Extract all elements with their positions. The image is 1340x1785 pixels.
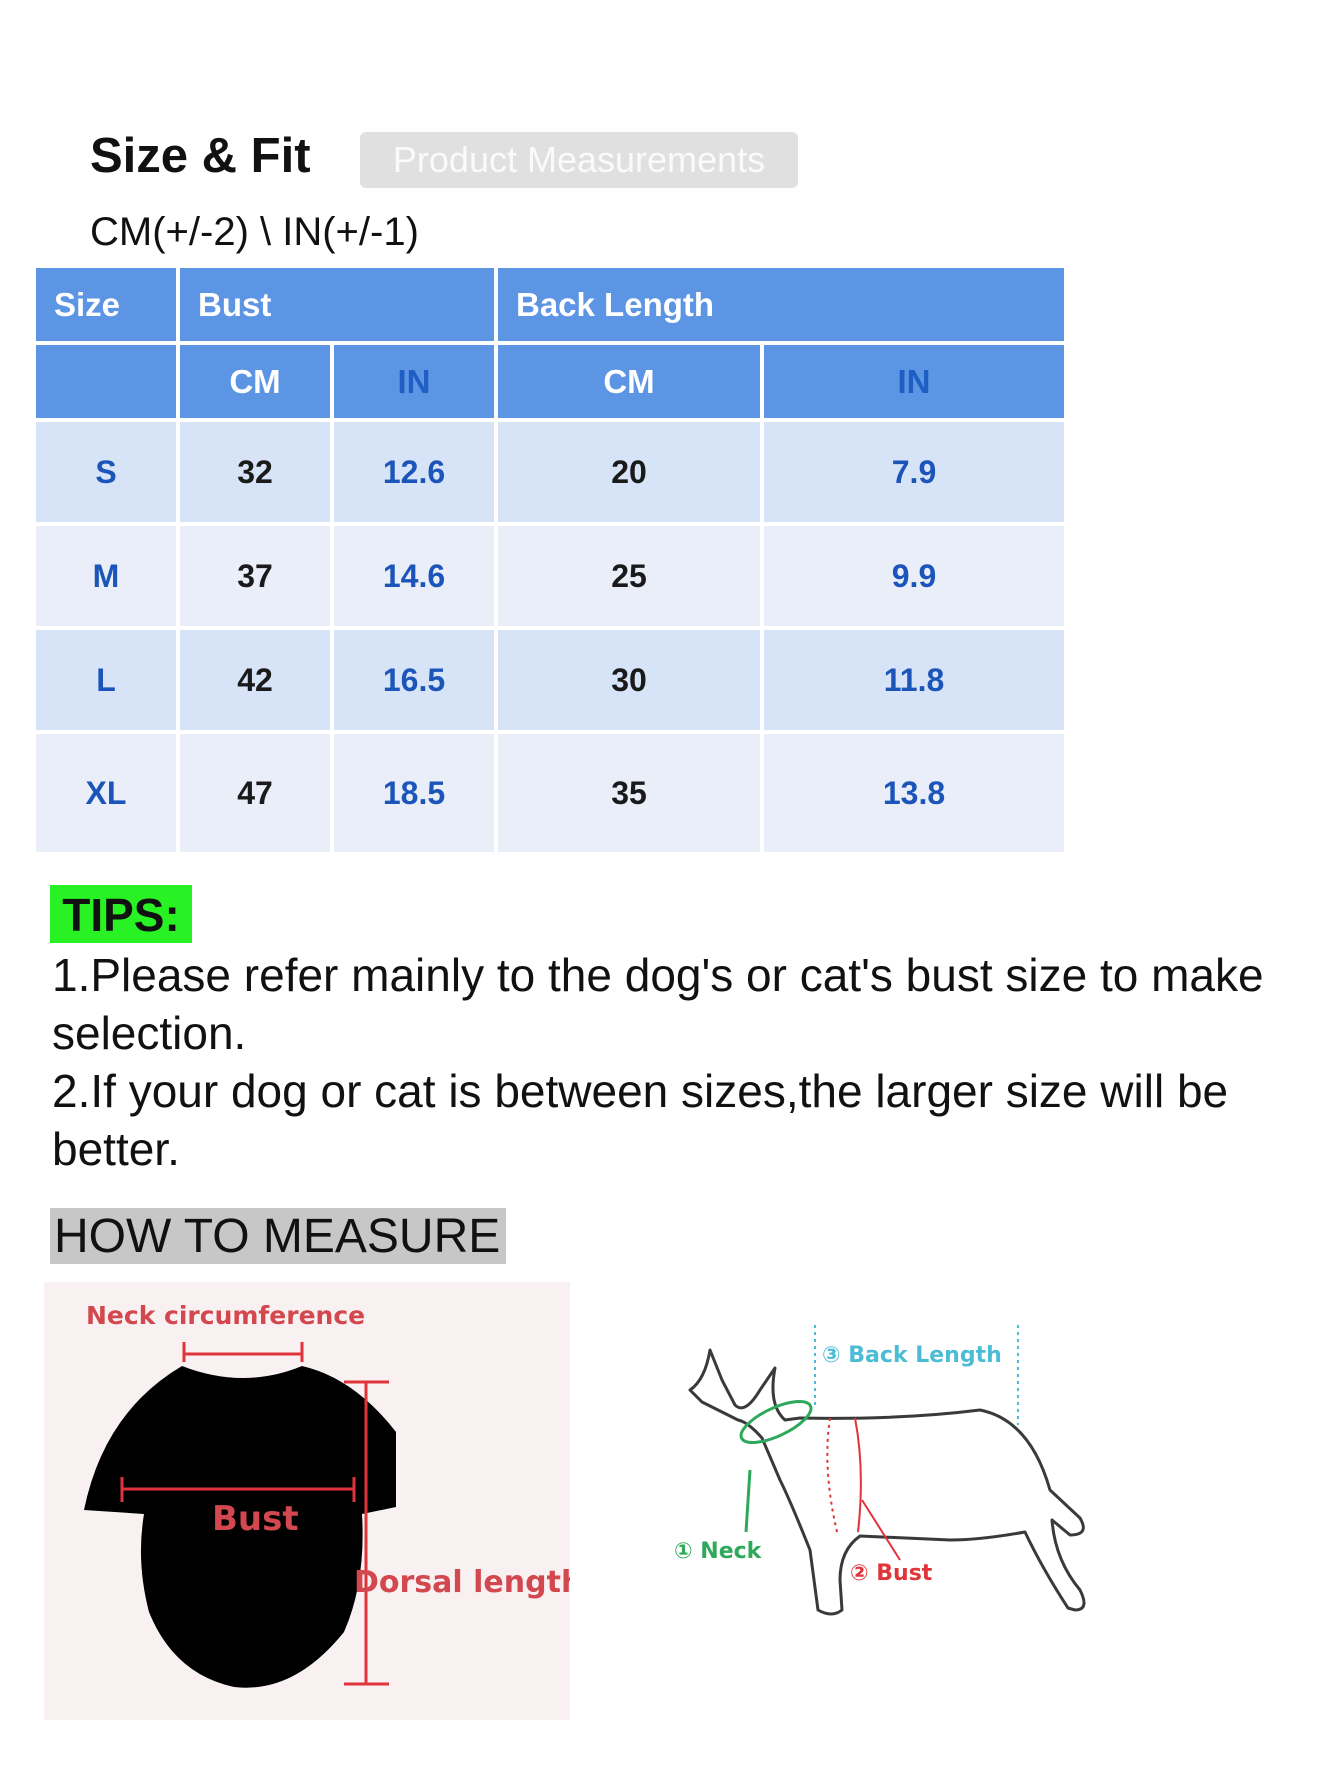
cell-back-cm: 35 <box>498 734 760 852</box>
table-header-row <box>36 268 1064 341</box>
cell-back-in: 13.8 <box>764 734 1064 852</box>
cell-size: S <box>36 422 176 522</box>
table-row <box>36 630 1064 730</box>
cell-size: M <box>36 526 176 626</box>
cell-size: L <box>36 630 176 730</box>
dog-diagram <box>650 1310 1100 1670</box>
table-row <box>36 422 1064 522</box>
shirt-measure-illustration <box>44 1282 570 1720</box>
cell-back-in: 11.8 <box>764 630 1064 730</box>
unit-back-cm: CM <box>498 345 760 418</box>
header-bust: Bust <box>180 268 494 341</box>
dorsal-length-label: Dorsal length <box>354 1565 570 1600</box>
bust-ring <box>827 1418 838 1536</box>
cell-bust-cm: 37 <box>180 526 330 626</box>
cell-bust-in: 12.6 <box>334 422 494 522</box>
cell-back-in: 7.9 <box>764 422 1064 522</box>
cell-bust-cm: 42 <box>180 630 330 730</box>
neck-circumference-label: Neck circumference <box>86 1301 366 1330</box>
size-table <box>32 264 1068 856</box>
tolerance-note: CM(+/-2) \ IN(+/-1) <box>90 210 419 254</box>
table-unit-row <box>36 345 1064 418</box>
dog-bust-label: ② Bust <box>850 1561 933 1586</box>
unit-bust-in: IN <box>334 345 494 418</box>
bust-label: Bust <box>212 1499 299 1539</box>
header-back-length: Back Length <box>498 268 1064 341</box>
neck-label: ① Neck <box>674 1539 762 1564</box>
cell-back-cm: 25 <box>498 526 760 626</box>
shirt-diagram <box>44 1282 570 1720</box>
cell-back-cm: 20 <box>498 422 760 522</box>
cell-bust-in: 18.5 <box>334 734 494 852</box>
neck-measure-line <box>184 1342 302 1362</box>
back-length-label: ③ Back Length <box>822 1343 1002 1368</box>
cell-bust-in: 14.6 <box>334 526 494 626</box>
product-measurements-badge: Product Measurements <box>360 132 798 188</box>
neck-pointer <box>746 1470 750 1532</box>
tips-label: TIPS: <box>50 885 192 943</box>
page-title: Size & Fit <box>90 129 311 183</box>
unit-back-in: IN <box>764 345 1064 418</box>
tips-list <box>52 946 1292 1178</box>
cell-back-in: 9.9 <box>764 526 1064 626</box>
table-row <box>36 526 1064 626</box>
cell-back-cm: 30 <box>498 630 760 730</box>
cell-bust-cm: 32 <box>180 422 330 522</box>
tip-item-1: 1.Please refer mainly to the dog's or cat's bust size to make selection. <box>52 949 1264 1059</box>
cell-bust-cm: 47 <box>180 734 330 852</box>
how-to-measure-heading: HOW TO MEASURE <box>50 1208 506 1264</box>
bust-pointer <box>862 1500 900 1560</box>
header-size: Size <box>36 268 176 341</box>
unit-empty <box>36 345 176 418</box>
bust-ring-front <box>855 1418 861 1532</box>
tip-item-2: 2.If your dog or cat is between sizes,the larger size will be better. <box>52 1065 1229 1175</box>
table-row <box>36 734 1064 852</box>
unit-bust-cm: CM <box>180 345 330 418</box>
dog-measure-illustration <box>650 1310 1100 1670</box>
cell-bust-in: 16.5 <box>334 630 494 730</box>
cell-size: XL <box>36 734 176 852</box>
